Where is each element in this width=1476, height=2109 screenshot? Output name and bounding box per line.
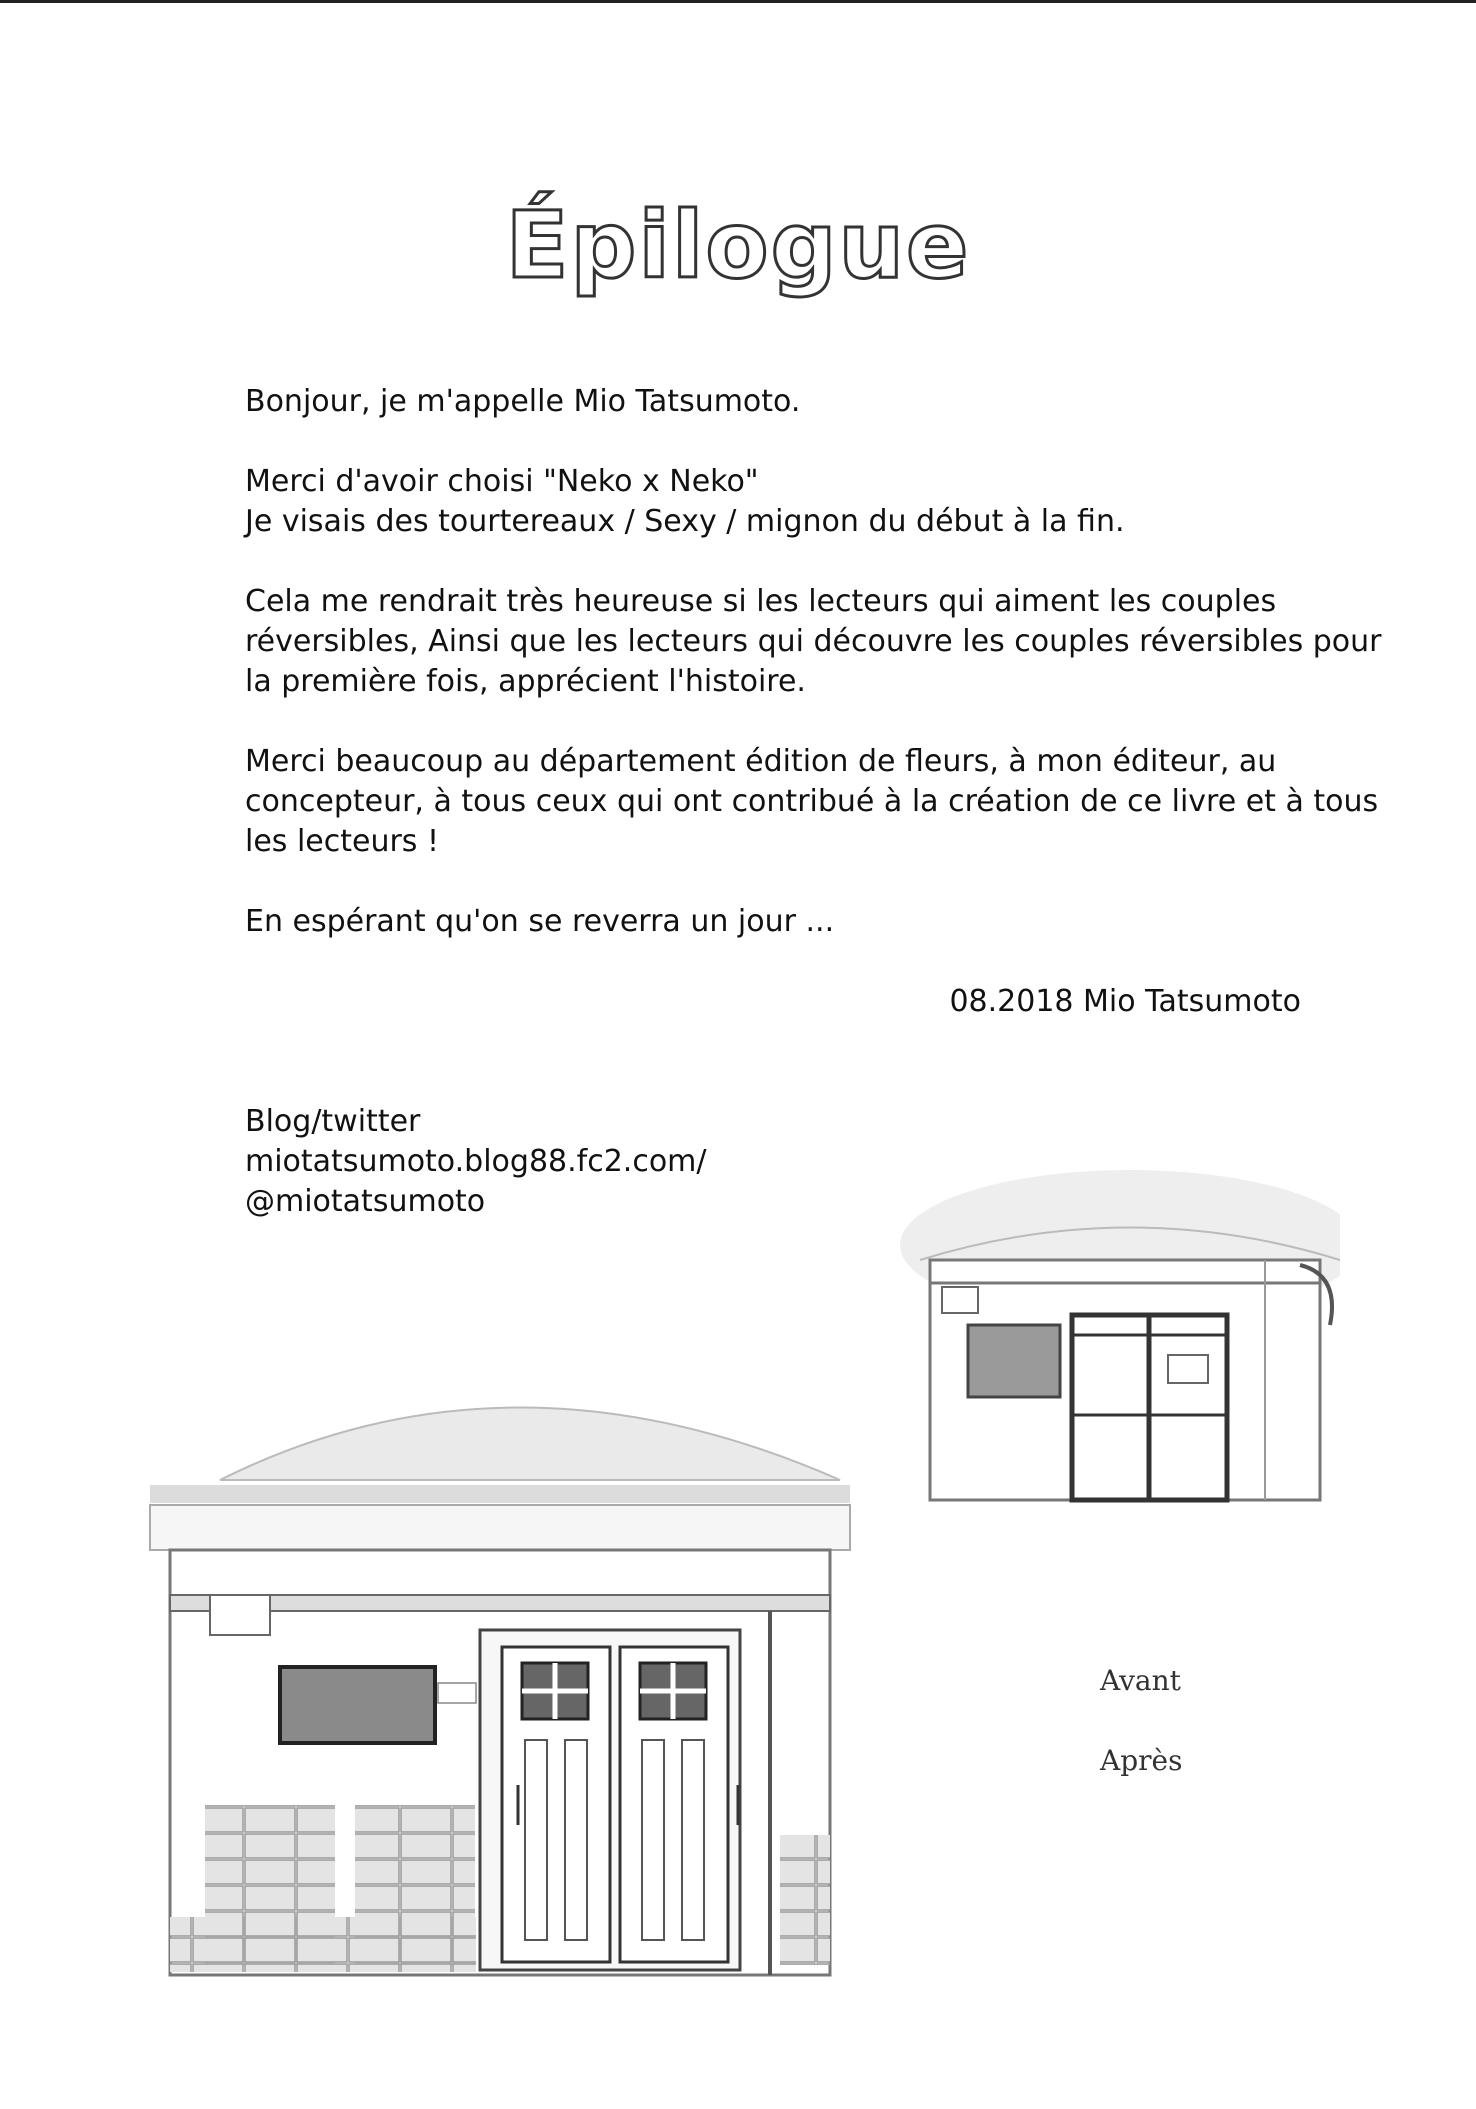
paragraph-acknowledgements <box>245 742 1379 862</box>
paragraph-thanks <box>245 462 1305 542</box>
text-line: les lecteurs ! <box>245 824 440 859</box>
paragraph-farewell <box>245 902 1305 942</box>
text-line: Je visais des tourtereaux / Sexy / mignon du début à la fin. <box>245 504 1125 539</box>
paragraph-readers <box>245 582 1382 702</box>
text-line: la première fois, apprécient l'histoire. <box>245 664 806 699</box>
text-line: Bonjour, je m'appelle Mio Tatsumoto. <box>245 384 801 419</box>
paragraph-greeting <box>245 382 1305 422</box>
caption-before: Avant <box>1100 1664 1181 1697</box>
text-line: Cela me rendrait très heureuse si les lecteurs qui aiment les couples <box>245 584 1277 619</box>
text-line: réversibles, Ainsi que les lecteurs qui découvre les couples réversibles pour <box>245 624 1382 659</box>
twitter-handle[interactable]: @miotatsumoto <box>245 1184 486 1219</box>
shop-illustration-small <box>900 1165 1340 1510</box>
contact-block <box>245 1102 707 1222</box>
text-line: Merci d'avoir choisi "Neko x Neko" <box>245 464 759 499</box>
text-line: Merci beaucoup au département édition de fleurs, à mon éditeur, au <box>245 744 1277 779</box>
text-line: En espérant qu'on se reverra un jour ... <box>245 904 835 939</box>
blog-link[interactable]: miotatsumoto.blog88.fc2.com/ <box>245 1144 707 1179</box>
text-line: concepteur, à tous ceux qui ont contribué à la création de ce livre et à tous <box>245 784 1379 819</box>
contact-label: Blog/twitter <box>245 1104 421 1139</box>
page-title: Épilogue <box>505 192 971 299</box>
top-border <box>0 0 1476 3</box>
signature: 08.2018 Mio Tatsumoto <box>949 984 1301 1019</box>
caption-after: Après <box>1100 1744 1183 1777</box>
shop-illustration-large <box>140 1365 880 1985</box>
